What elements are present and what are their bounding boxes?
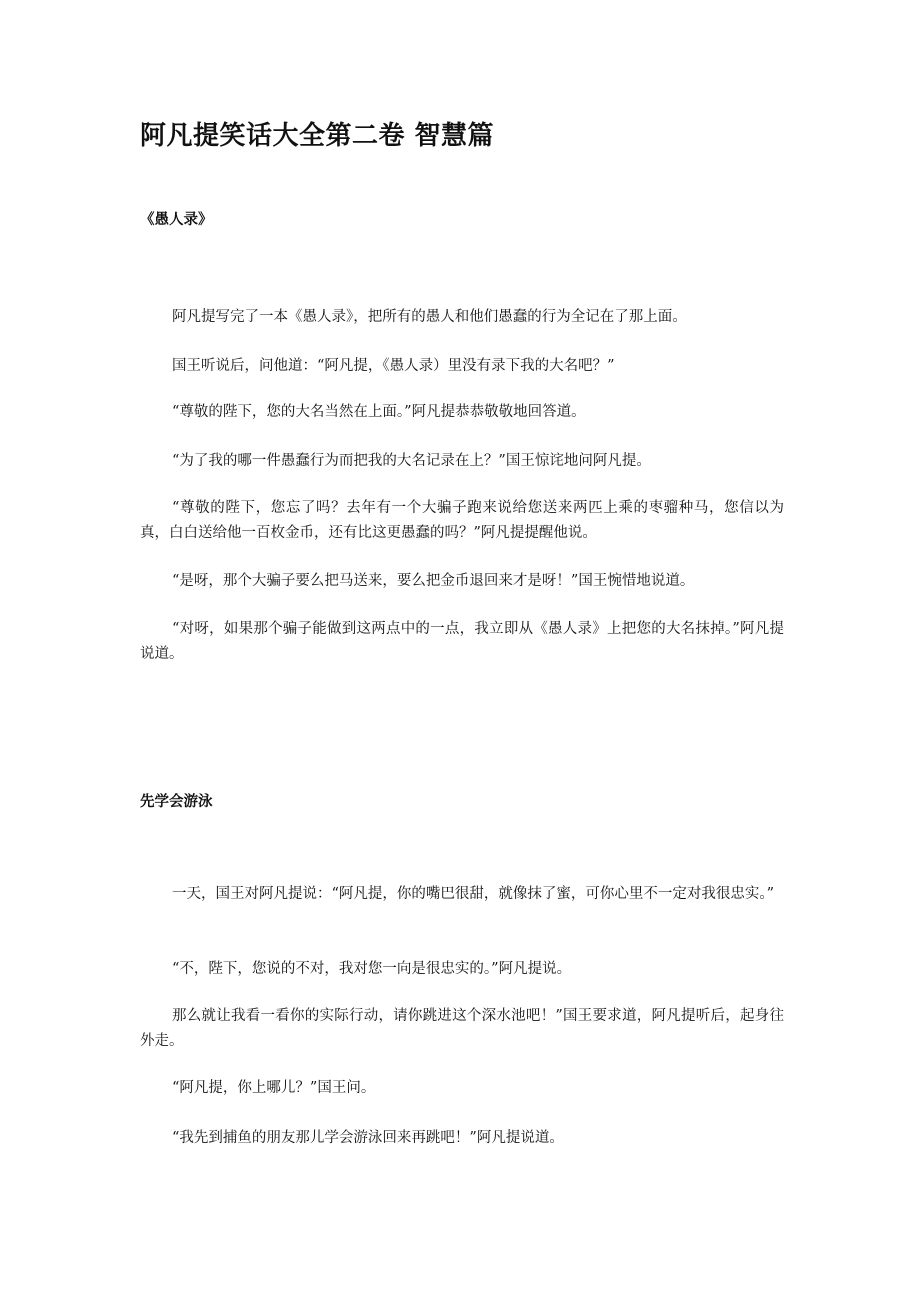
paragraph: “对呀，如果那个骗子能做到这两点中的一点，我立即从《愚人录》上把您的大名抹掉。”阿凡提说道。 — [140, 621, 784, 662]
paragraph: 那么就让我看一看你的实际行动，请你跳进这个深水池吧！”国王要求道，阿凡提听后，起身往外走。 — [140, 1008, 784, 1049]
document-title: 阿凡提笑话大全第二卷 智慧篇 — [140, 121, 495, 151]
paragraph: “是呀，那个大骗子要么把马送来，要么把金币退回来才是呀！”国王惋惜地说道。 — [172, 573, 695, 589]
paragraph: “我先到捕鱼的朋友那儿学会游泳回来再跳吧！”阿凡提说道。 — [172, 1130, 564, 1146]
paragraph: “为了我的哪一件愚蠢行为而把我的大名记录在上？”国王惊诧地问阿凡提。 — [172, 453, 651, 469]
paragraph: 一天，国王对阿凡提说：“阿凡提，你的嘴巴很甜，就像抹了蜜，可你心里不一定对我很忠实。” — [172, 886, 775, 902]
section-heading-learn-swimming: 先学会游泳 — [140, 793, 213, 810]
paragraph: “尊敬的陛下，您的大名当然在上面。”阿凡提恭恭敬敬地回答道。 — [172, 404, 586, 420]
paragraph: “尊敬的陛下，您忘了吗？去年有一个大骗子跑来说给您送来两匹上乘的枣骝种马，您信以为真，白白送给他一百枚金币，还有比这更愚蠢的吗？”阿凡提提醒他说。 — [140, 500, 784, 541]
paragraph: 国王听说后，问他道：“阿凡提，《愚人录）里没有录下我的大名吧？” — [172, 358, 615, 374]
section-heading-fool-record: 《愚人录》 — [140, 211, 213, 228]
paragraph: “阿凡提，你上哪儿？”国王问。 — [172, 1080, 376, 1096]
paragraph: “不，陛下，您说的不对，我对您一向是很忠实的。”阿凡提说。 — [172, 961, 572, 977]
paragraph: 阿凡提写完了一本《愚人录》，把所有的愚人和他们愚蠢的行为全记在了那上面。 — [172, 309, 687, 325]
